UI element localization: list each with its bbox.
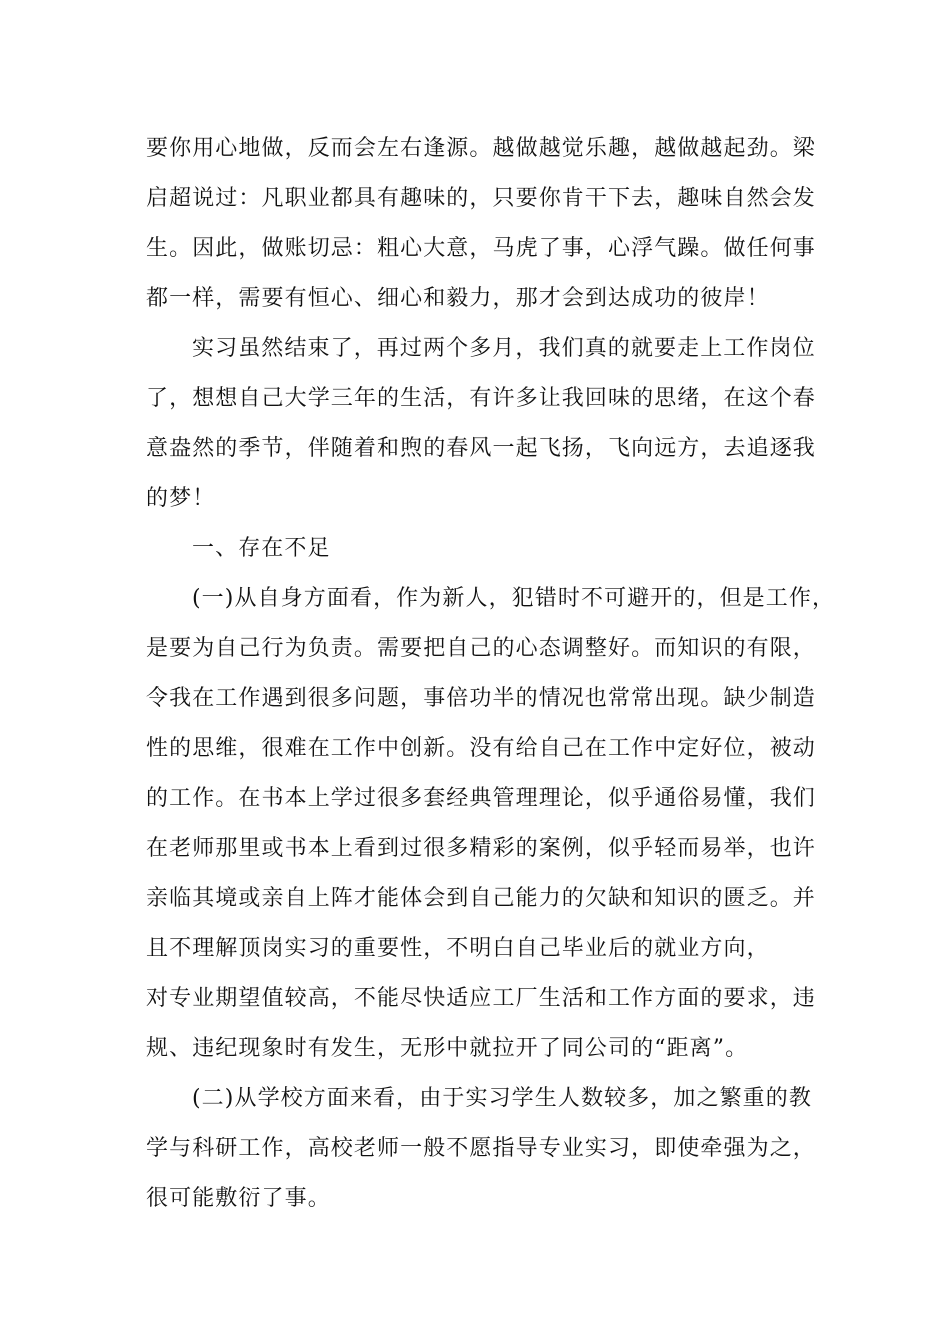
section-heading: 一、存在不足 — [192, 536, 331, 561]
text-line: 性的思维，很难在工作中创新。没有给自己在工作中定好位，被动 — [146, 736, 816, 761]
text-line: 生。因此，做账切忌：粗心大意，马虎了事，心浮气躁。做任何事 — [146, 236, 816, 261]
text-line: 在老师那里或书本上看到过很多精彩的案例，似乎轻而易举，也许 — [146, 836, 816, 861]
text-line: 很可能敷衍了事。 — [146, 1186, 331, 1211]
text-line: 了，想想自己大学三年的生活，有许多让我回味的思绪，在这个春 — [146, 386, 816, 411]
text-line: 要你用心地做，反而会左右逢源。越做越觉乐趣，越做越起劲。梁 — [146, 136, 816, 161]
text-line: 学与科研工作，高校老师一般不愿指导专业实习，即使牵强为之， — [146, 1136, 816, 1161]
text-line: 规、违纪现象时有发生，无形中就拉开了同公司的“距离”。 — [146, 1036, 749, 1061]
text-line: 都一样，需要有恒心、细心和毅力，那才会到达成功的彼岸！ — [146, 286, 770, 311]
text-line: 且不理解顶岗实习的重要性，不明白自己毕业后的就业方向， — [146, 936, 770, 961]
text-line: 的梦！ — [146, 486, 216, 511]
text-line: 是要为自己行为负责。需要把自己的心态调整好。而知识的有限， — [146, 636, 816, 661]
paragraph-start-line: 实习虽然结束了，再过两个多月，我们真的就要走上工作岗位 — [192, 336, 816, 361]
text-line: 亲临其境或亲自上阵才能体会到自己能力的欠缺和知识的匮乏。并 — [146, 886, 816, 911]
text-line: 令我在工作遇到很多问题，事倍功半的情况也常常出现。缺少制造 — [146, 686, 816, 711]
text-line: 启超说过：凡职业都具有趣味的，只要你肯干下去，趣味自然会发 — [146, 186, 816, 211]
paragraph-start-line: (一)从自身方面看，作为新人，犯错时不可避开的，但是工作， — [192, 586, 836, 611]
paragraph-start-line: (二)从学校方面来看，由于实习学生人数较多，加之繁重的教 — [192, 1086, 812, 1111]
text-line: 意盎然的季节，伴随着和煦的春风一起飞扬，飞向远方，去追逐我 — [146, 436, 816, 461]
text-line: 的工作。在书本上学过很多套经典管理理论，似乎通俗易懂，我们 — [146, 786, 816, 811]
text-line: 对专业期望值较高，不能尽快适应工厂生活和工作方面的要求，违 — [146, 986, 816, 1011]
